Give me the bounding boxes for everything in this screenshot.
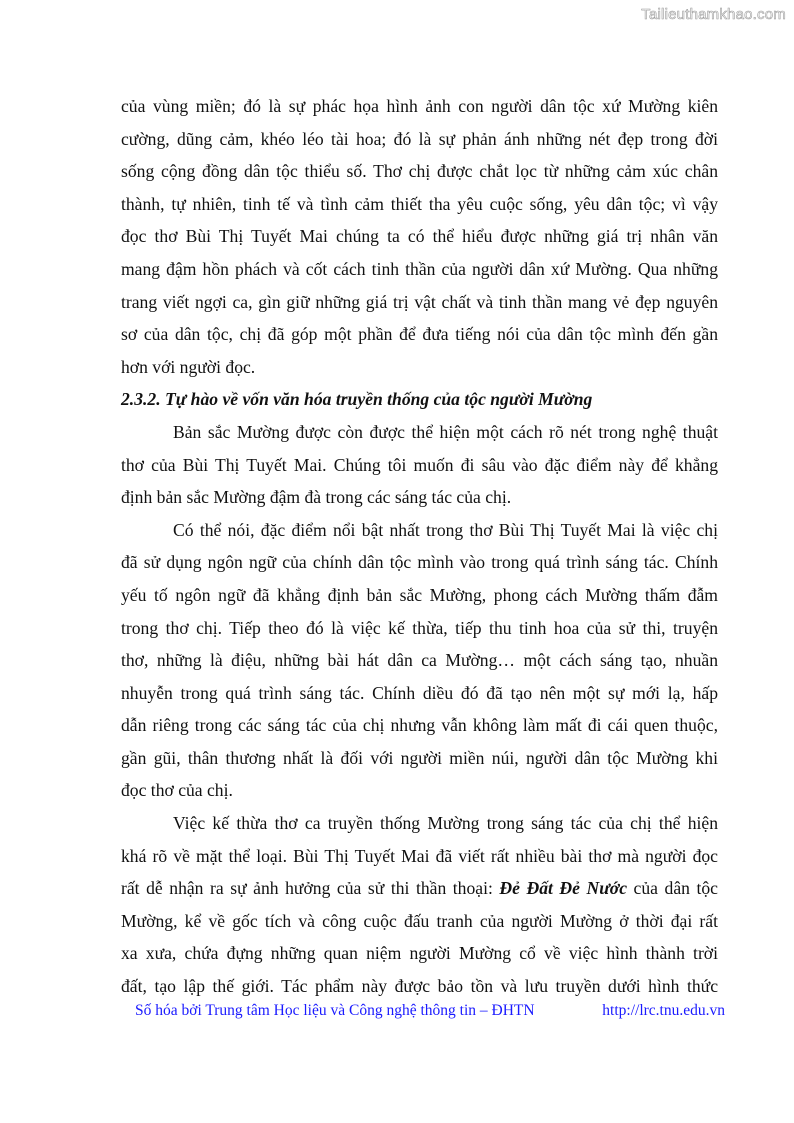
text-line: Bản sắc Mường được còn được thể hiện một cách rõ nét trong nghệ thuật: [173, 421, 718, 442]
text-line: khá rõ về mặt thể loại. Bùi Thị Tuyết Mai đã viết rất nhiều bài thơ mà người đọc: [121, 845, 718, 866]
text-line: nhuyễn trong quá trình sáng tác. Chính diều đó đã tạo nên một sự mới lạ, hấp: [121, 682, 718, 703]
paragraph: [121, 514, 718, 807]
text-line: dẫn riêng trong các sáng tác của chị nhưng vẫn không làm mất đi cái quen thuộc,: [121, 715, 718, 736]
text-segment: rất dễ nhận ra sự ảnh hưởng của sử thi thần thoại:: [121, 878, 500, 899]
text-line: của vùng miền; đó là sự phác họa hình ảnh con người dân tộc xứ Mường kiên: [121, 96, 718, 116]
text-line: trong thơ chị. Tiếp theo đó là việc kế thừa, tiếp thu tinh hoa của sử thi, truyện: [121, 617, 718, 638]
text-line: sống cộng đồng dân tộc thiểu số. Thơ chị được chắt lọc từ những cảm xúc chân: [121, 161, 718, 182]
text-line: thơ, những là điệu, những bài hát dân ca Mường… một cách sáng tạo, nhuần: [121, 650, 718, 671]
text-line: thành, tự nhiên, tinh tế và tình cảm thiết tha yêu cuộc sống, yêu dân tộc; vì vậy: [121, 193, 718, 214]
text-line: trang viết ngợi ca, gìn giữ những giá trị vật chất và tinh thần mang vẻ đẹp nguyên: [121, 291, 718, 312]
text-line: hơn với người đọc.: [121, 356, 256, 377]
text-line: gần gũi, thân thương nhất là đối với người miền núi, người dân tộc Mường khi: [121, 747, 718, 768]
text-line: đã sử dụng ngôn ngữ của chính dân tộc mình vào trong quá trình sáng tác. Chính: [121, 552, 718, 573]
text-line: đọc thơ của chị.: [121, 780, 233, 801]
section-heading: 2.3.2. Tự hào về vốn văn hóa truyền thống của tộc người Mường: [121, 389, 593, 410]
text-line: mang đậm hồn phách và cốt cách tinh thần của người dân xứ Mường. Qua những: [121, 258, 718, 279]
text-line: cường, dũng cảm, khéo léo tài hoa; đó là sự phản ánh những nét đẹp trong đời: [121, 128, 718, 149]
watermark: Tailieuthamkhao.com: [641, 6, 786, 23]
text-line: đọc thơ Bùi Thị Tuyết Mai chúng ta có thể hiểu được những giá trị nhân văn: [121, 226, 718, 247]
footer-credit: Số hóa bởi Trung tâm Học liệu và Công nghệ thông tin – ĐHTN: [135, 1002, 535, 1019]
page-footer: [135, 1002, 725, 1020]
text-line: [121, 872, 718, 905]
document-body: [121, 90, 718, 1003]
text-line: định bản sắc Mường đậm đà trong các sáng tác của chị.: [121, 487, 512, 508]
paragraph: [121, 90, 718, 383]
text-line: thơ của Bùi Thị Tuyết Mai. Chúng tôi muốn đi sâu vào đặc điểm này để khẳng: [121, 454, 718, 475]
paragraph: [121, 807, 718, 1003]
text-line: Việc kế thừa thơ ca truyền thống Mường trong sáng tác của chị thể hiện: [173, 813, 718, 834]
text-line: đất, tạo lập thế giới. Tác phẩm này được bảo tồn và lưu truyền dưới hình thức: [121, 976, 718, 997]
text-line: Có thể nói, đặc điểm nổi bật nhất trong thơ Bùi Thị Tuyết Mai là việc chị: [173, 519, 718, 540]
text-segment: của dân tộc: [627, 878, 718, 899]
text-line: xa xưa, chứa đựng những quan niệm người Mường cổ về việc hình thành trời: [121, 943, 718, 964]
work-title: Đẻ Đất Đẻ Nước: [499, 878, 627, 899]
text-line: yếu tố ngôn ngữ đã khẳng định bản sắc Mường, phong cách Mường thấm đẫm: [121, 584, 718, 605]
footer-url[interactable]: http://lrc.tnu.edu.vn: [602, 1002, 725, 1019]
paragraph: [121, 416, 718, 514]
text-line: sơ của dân tộc, chị đã góp một phần để đưa tiếng nói của dân tộc mình đến gần: [121, 324, 718, 345]
text-line: Mường, kể về gốc tích và công cuộc đấu tranh của người Mường ở thời đại rất: [121, 910, 718, 931]
